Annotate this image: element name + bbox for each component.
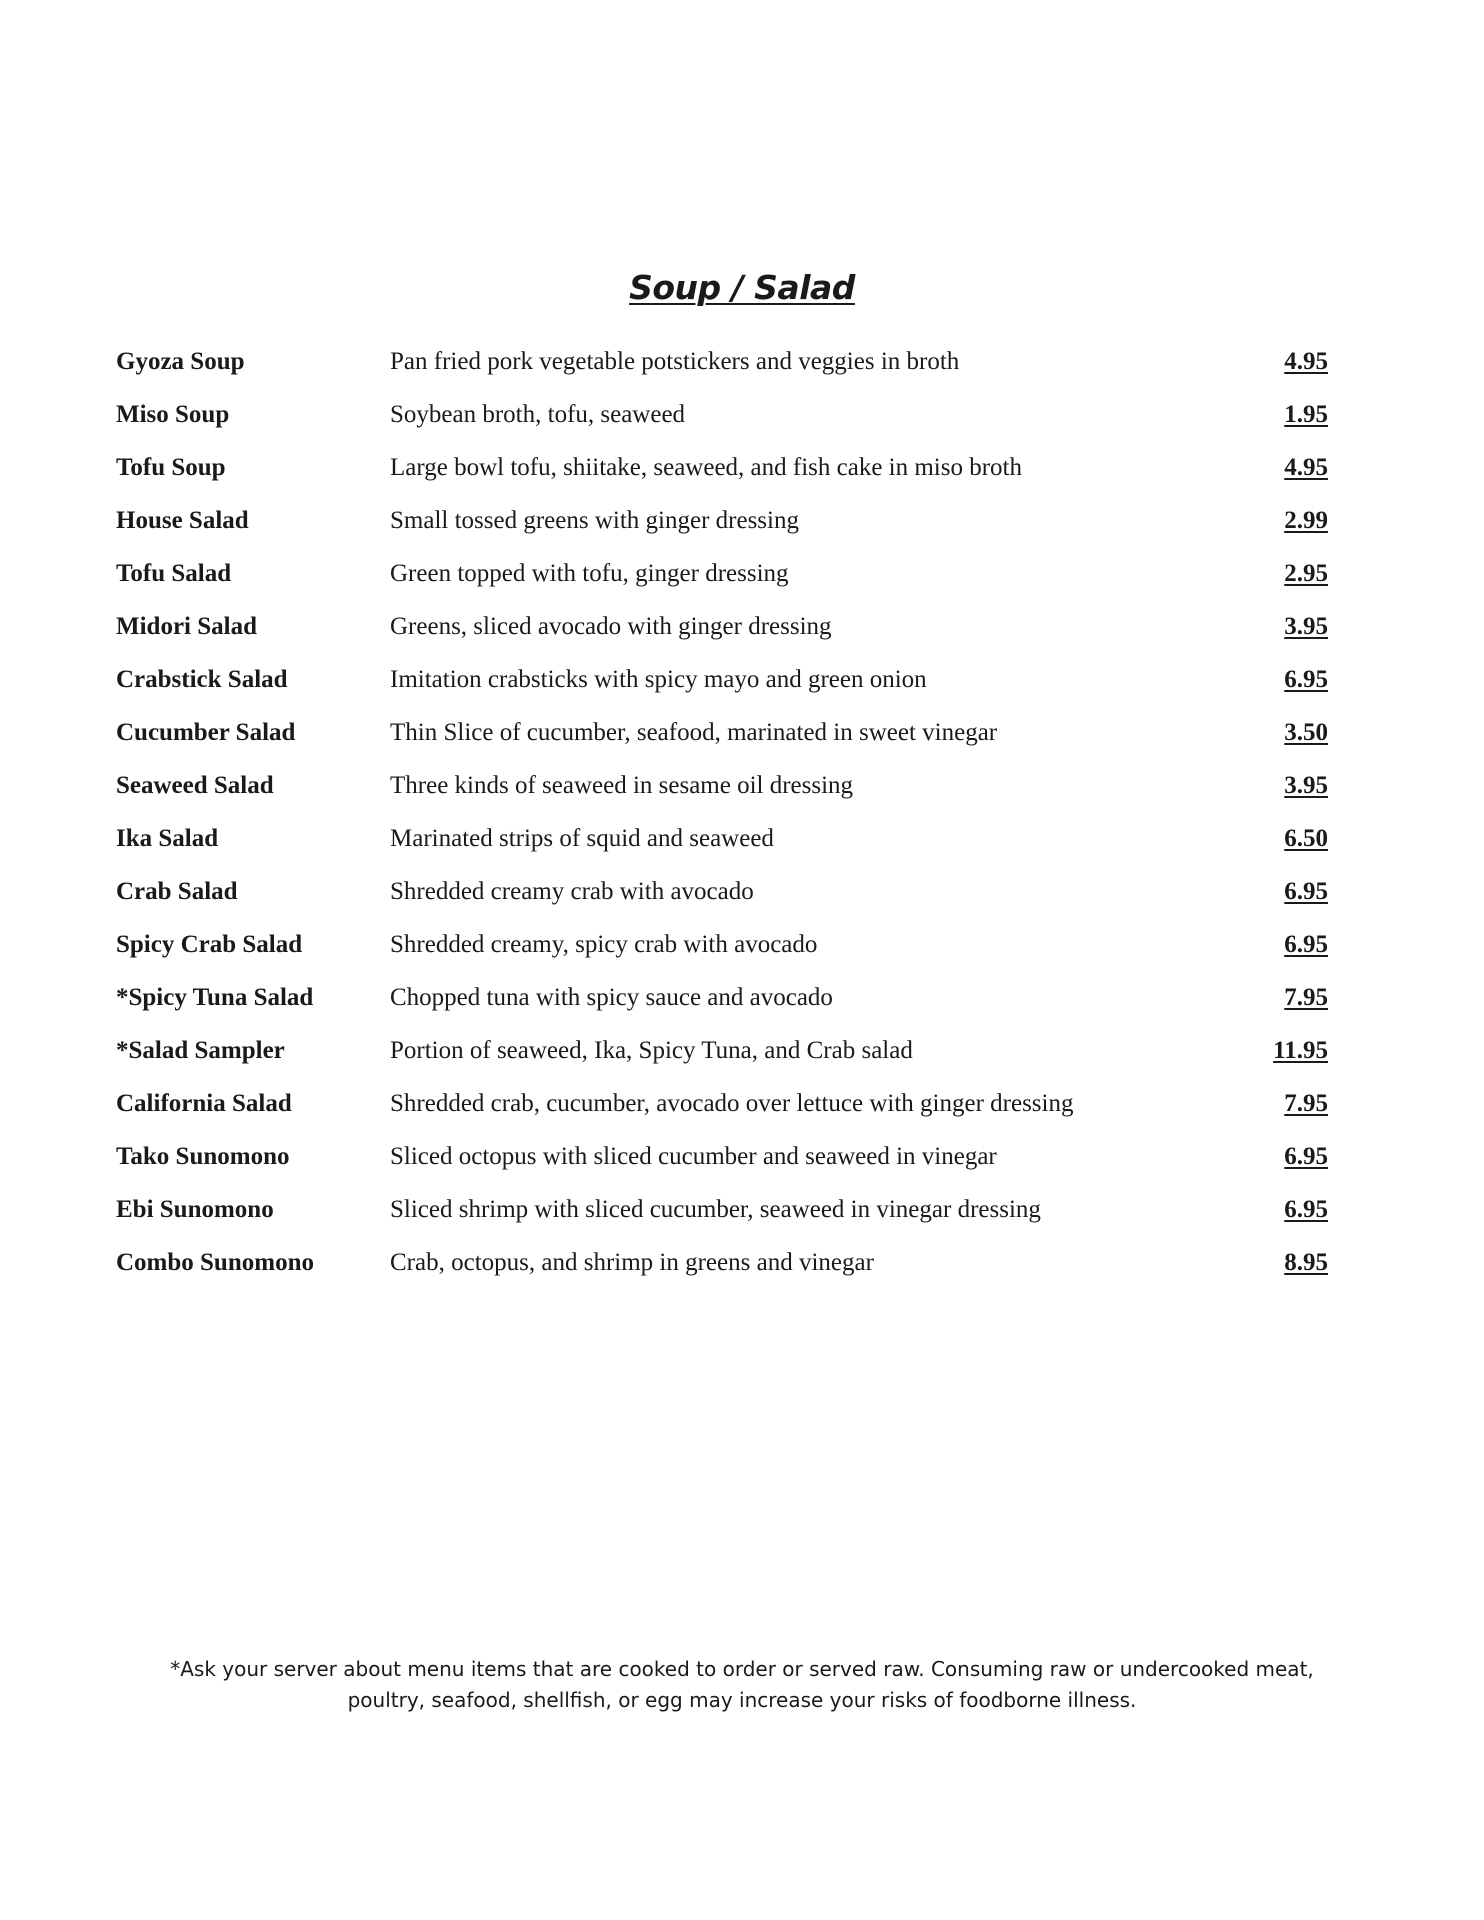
menu-item-description: Shredded creamy crab with avocado	[390, 878, 754, 905]
menu-item-name: Ebi Sunomono	[116, 1196, 274, 1223]
menu-item-price: 2.99	[1284, 507, 1328, 534]
menu-item-row	[0, 931, 1484, 984]
menu-item-row	[0, 1249, 1484, 1302]
menu-item-name: Tofu Soup	[116, 454, 226, 481]
menu-item-name: Seaweed Salad	[116, 772, 274, 799]
menu-item-price: 7.95	[1284, 1090, 1328, 1117]
menu-item-price: 8.95	[1284, 1249, 1328, 1276]
menu-item-price: 3.95	[1284, 772, 1328, 799]
menu-item-row	[0, 507, 1484, 560]
menu-item-name: Midori Salad	[116, 613, 257, 640]
menu-item-name: Cucumber Salad	[116, 719, 296, 746]
menu-item-price: 6.95	[1284, 1143, 1328, 1170]
menu-item-name: Miso Soup	[116, 401, 230, 428]
menu-item-row	[0, 454, 1484, 507]
menu-item-name: Tako Sunomono	[116, 1143, 290, 1170]
menu-item-price: 6.95	[1284, 666, 1328, 693]
menu-item-price: 4.95	[1284, 454, 1328, 481]
menu-item-price: 4.95	[1284, 348, 1328, 375]
menu-item-name: *Salad Sampler	[116, 1037, 285, 1064]
menu-item-description: Thin Slice of cucumber, seafood, marinated in sweet vinegar	[390, 719, 998, 746]
menu-item-row	[0, 825, 1484, 878]
menu-item-name: *Spicy Tuna Salad	[116, 984, 314, 1011]
menu-item-row	[0, 772, 1484, 825]
menu-item-row	[0, 348, 1484, 401]
menu-item-name: Ika Salad	[116, 825, 219, 852]
menu-item-row	[0, 1196, 1484, 1249]
menu-item-name: Spicy Crab Salad	[116, 931, 303, 958]
menu-item-description: Portion of seaweed, Ika, Spicy Tuna, and Crab salad	[390, 1037, 913, 1064]
menu-item-description: Pan fried pork vegetable potstickers and veggies in broth	[390, 348, 960, 375]
disclaimer-line-2: poultry, seafood, shellfish, or egg may increase your risks of foodborne illness.	[347, 1688, 1137, 1712]
menu-item-row	[0, 984, 1484, 1037]
menu-item-description: Greens, sliced avocado with ginger dressing	[390, 613, 832, 640]
menu-item-description: Soybean broth, tofu, seaweed	[390, 401, 686, 428]
menu-item-description: Marinated strips of squid and seaweed	[390, 825, 774, 852]
menu-item-row	[0, 1143, 1484, 1196]
menu-item-row	[0, 1090, 1484, 1143]
menu-item-description: Three kinds of seaweed in sesame oil dressing	[390, 772, 854, 799]
menu-item-price: 6.95	[1284, 878, 1328, 905]
menu-item-price: 6.50	[1284, 825, 1328, 852]
menu-item-price: 6.95	[1284, 1196, 1328, 1223]
menu-item-row	[0, 613, 1484, 666]
menu-item-description: Sliced shrimp with sliced cucumber, seaweed in vinegar dressing	[390, 1196, 1041, 1223]
menu-item-description: Imitation crabsticks with spicy mayo and green onion	[390, 666, 927, 693]
menu-item-name: Crabstick Salad	[116, 666, 288, 693]
menu-item-description: Small tossed greens with ginger dressing	[390, 507, 799, 534]
menu-item-price: 6.95	[1284, 931, 1328, 958]
menu-item-description: Chopped tuna with spicy sauce and avocado	[390, 984, 833, 1011]
menu-item-row	[0, 401, 1484, 454]
menu-item-description: Crab, octopus, and shrimp in greens and vinegar	[390, 1249, 874, 1276]
menu-item-name: Tofu Salad	[116, 560, 232, 587]
footer-disclaimer	[0, 1654, 1484, 1716]
menu-item-description: Shredded creamy, spicy crab with avocado	[390, 931, 818, 958]
menu-item-description: Large bowl tofu, shiitake, seaweed, and fish cake in miso broth	[390, 454, 1023, 481]
menu-item-price: 3.95	[1284, 613, 1328, 640]
menu-item-description: Green topped with tofu, ginger dressing	[390, 560, 789, 587]
menu-item-description: Sliced octopus with sliced cucumber and seaweed in vinegar	[390, 1143, 997, 1170]
menu-item-row	[0, 878, 1484, 931]
menu-item-name: Crab Salad	[116, 878, 238, 905]
menu-item-row	[0, 666, 1484, 719]
menu-item-price: 11.95	[1273, 1037, 1328, 1064]
disclaimer-line-1: *Ask your server about menu items that are cooked to order or served raw. Consuming raw or undercooked meat,	[170, 1657, 1314, 1681]
menu-item-row	[0, 1037, 1484, 1090]
menu-item-description: Shredded crab, cucumber, avocado over lettuce with ginger dressing	[390, 1090, 1074, 1117]
menu-item-price: 7.95	[1284, 984, 1328, 1011]
menu-item-row	[0, 560, 1484, 613]
menu-item-row	[0, 719, 1484, 772]
menu-item-price: 3.50	[1284, 719, 1328, 746]
menu-item-price: 2.95	[1284, 560, 1328, 587]
page-title: Soup / Salad	[629, 268, 855, 307]
menu-item-name: Combo Sunomono	[116, 1249, 314, 1276]
menu-item-price: 1.95	[1284, 401, 1328, 428]
menu-item-name: House Salad	[116, 507, 249, 534]
menu-item-name: California Salad	[116, 1090, 292, 1117]
menu-item-name: Gyoza Soup	[116, 348, 245, 375]
